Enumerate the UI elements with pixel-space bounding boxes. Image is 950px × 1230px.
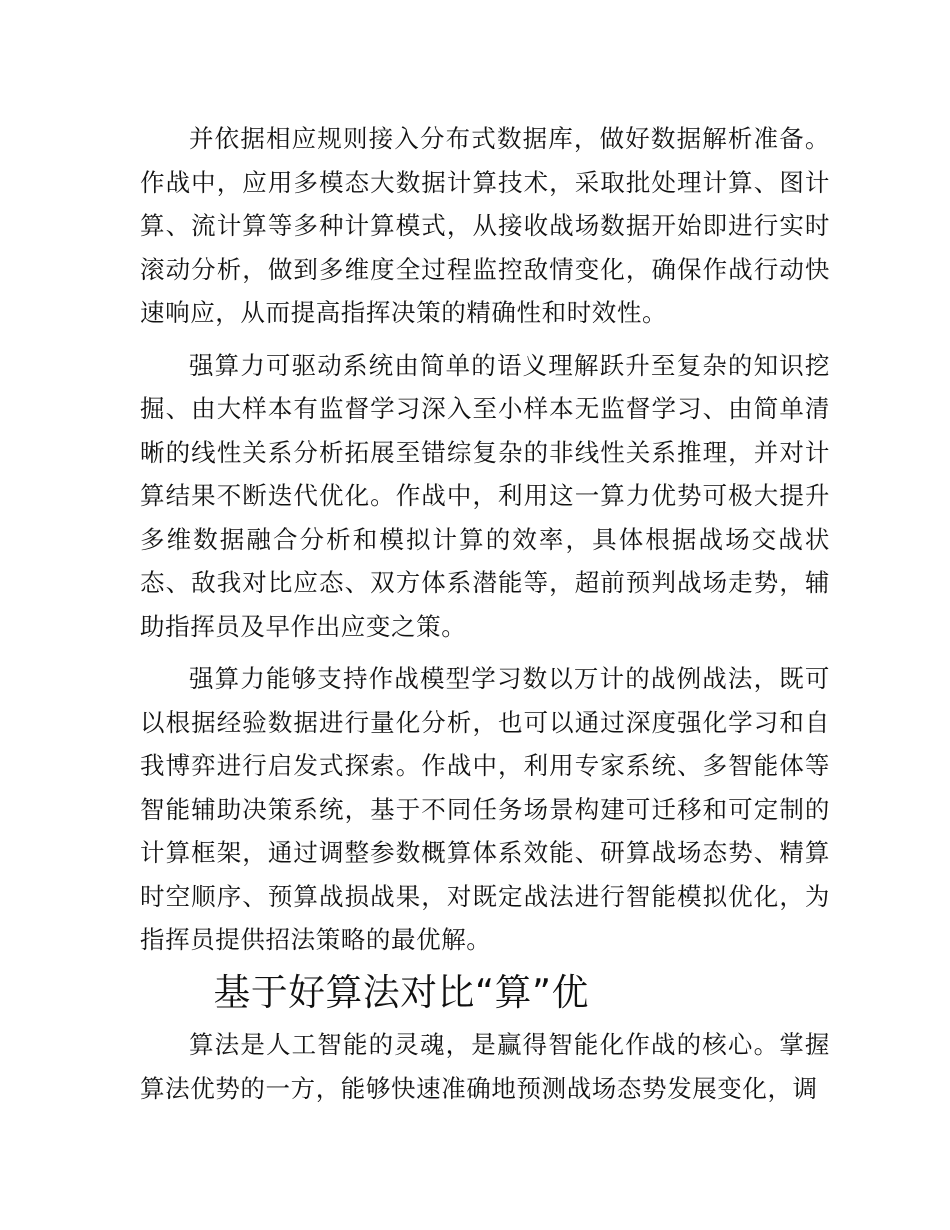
paragraph-data-parsing: 并依据相应规则接入分布式数据库，做好数据解析准备。作战中，应用多模态大数据计算技术，采取批处理计算、图计算、流计算等多种计算模式，从接收战场数据开始即进行实时滚动分析，做到多维度全过程监控敌情变化，确保作战行动快速响应，从而提高指挥决策的精确性和时效性。 [140,124,830,327]
document-body [140,117,830,1110]
paragraph-algorithm-advantage: 算法是人工智能的灵魂，是赢得智能化作战的核心。掌握算法优势的一方，能够快速准确地预测战场态势发展变化，调 [140,1030,830,1103]
paragraph-computing-power-decision: 强算力能够支持作战模型学习数以万计的战例战法，既可以根据经验数据进行量化分析，也可以通过深度强化学习和自我博弈进行启发式探索。作战中，利用专家系统、多智能体等智能辅助决策系统，基于不同任务场景构建可迁移和可定制的计算框架，通过调整参数概算体系效能、研算战场态势、精算时空顺序、预算战损战果，对既定战法进行智能模拟优化，为指挥员提供招法策略的最优解。 [140,664,830,954]
paragraph-computing-power-reasoning: 强算力可驱动系统由简单的语义理解跃升至复杂的知识挖掘、由大样本有监督学习深入至小样本无监督学习、由简单清晰的线性关系分析拓展至错综复杂的非线性关系推理，并对计算结果不断迭代优化。作战中，利用这一算力优势可极大提升多维数据融合分析和模拟计算的效率，具体根据战场交战状态、敌我对比应态、双方体系潜能等，超前预判战场走势，辅助指挥员及早作出应变之策。 [140,350,830,641]
section-heading: 基于好算法对比“算”优 [213,970,589,1014]
